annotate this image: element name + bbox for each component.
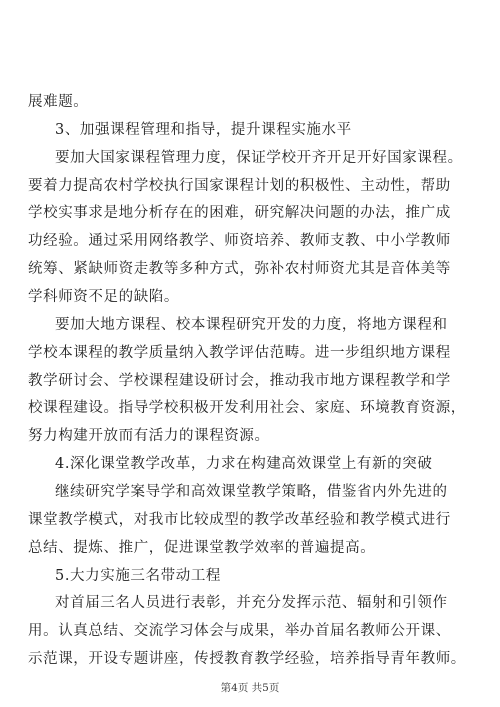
paragraph-line: 总结、提炼、推广，促进课堂教学效率的普遍提高。	[28, 540, 376, 556]
paragraph-line: 展难题。	[28, 94, 89, 110]
paragraph-line: 努力构建开放而有活力的课程资源。	[28, 428, 270, 444]
paragraph-line: 功经验。通过采用网络教学、师资培养、教师支教、中小学教师	[28, 233, 451, 249]
page-footer: 第4页 共5页	[220, 682, 280, 694]
paragraph-line: 对首届三名人员进行表彰，并充分发挥示范、辐射和引领作	[55, 595, 448, 611]
section-heading-4: 4.深化课堂教学改革，力求在构建高效课堂上有新的突破	[55, 456, 433, 472]
paragraph-line: 学校实事求是地分析存在的困难，研究解决问题的办法，推广成	[28, 205, 451, 221]
section-heading-3: 3、加强课程管理和指导，提升课程实施水平	[55, 122, 352, 138]
paragraph-line: 校课程建设。指导学校积极开发利用社会、家庭、环境教育资源，	[28, 400, 466, 416]
section-heading-5: 5.大力实施三名带动工程	[55, 568, 222, 584]
paragraph-line: 继续研究学案导学和高效课堂教学策略，借鉴省内外先进的	[55, 484, 448, 500]
paragraph-line: 示范课，开设专题讲座，传授教育教学经验，培养指导青年教师。	[28, 651, 466, 667]
paragraph-line: 学科师资不足的缺陷。	[28, 289, 179, 305]
paragraph-line: 用。认真总结、交流学习体会与成果，举办首届名教师公开课、	[28, 623, 451, 639]
paragraph-line: 要着力提高农村学校执行国家课程计划的积极性、主动性，帮助	[28, 178, 451, 194]
paragraph-line: 统筹、紧缺师资走教等多种方式，弥补农村师资尤其是音体美等	[28, 261, 451, 277]
paragraph-line: 要加大地方课程、校本课程研究开发的力度，将地方课程和	[55, 317, 448, 333]
paragraph-line: 教学研讨会、学校课程建设研讨会，推动我市地方课程教学和学	[28, 373, 451, 389]
paragraph-line: 课堂教学模式，对我市比较成型的教学改革经验和教学模式进行	[28, 512, 451, 528]
paragraph-line: 学校本课程的教学质量纳入教学评估范畴。进一步组织地方课程	[28, 345, 451, 361]
paragraph-line: 要加大国家课程管理力度，保证学校开齐开足开好国家课程。	[55, 150, 463, 166]
